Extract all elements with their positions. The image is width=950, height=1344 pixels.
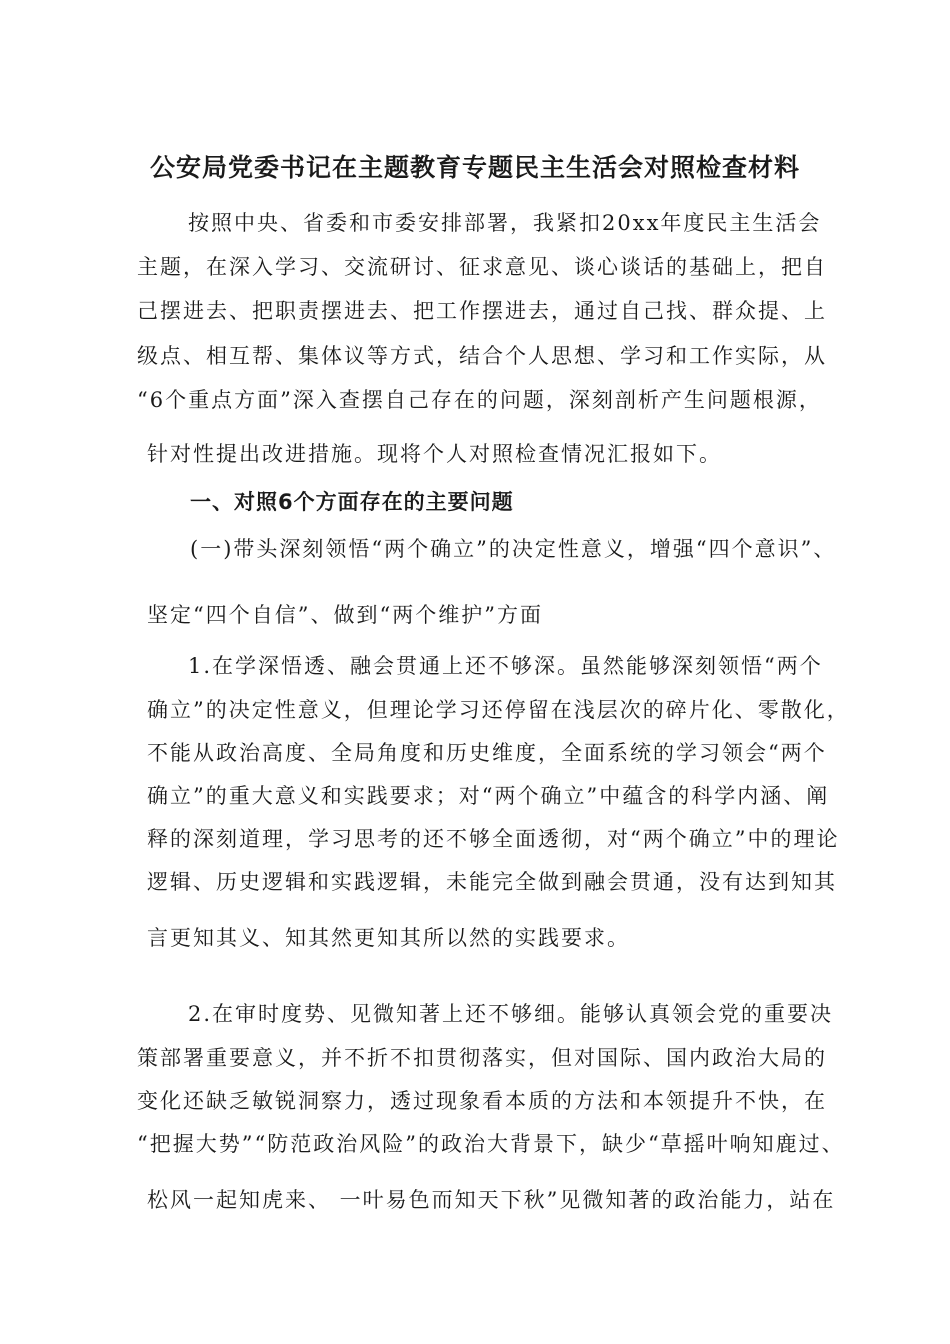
item1-line: 确立”的重大意义和实践要求；对“两个确立”中蕴含的科学内涵、阐 — [147, 784, 830, 808]
intro-line: “6个重点方面”深入查摆自己存在的问题，深刻剖析产生问题根源， — [137, 388, 822, 412]
item1-line: 释的深刻道理，学习思考的还不够全面透彻，对“两个确立”中的理论 — [147, 827, 840, 851]
subsection-line: 坚定“四个自信”、做到“两个维护”方面 — [147, 603, 543, 627]
item1-line: 不能从政治高度、全局角度和历史维度，全面系统的学习领会“两个 — [147, 741, 827, 765]
intro-line: 针对性提出改进措施。现将个人对照检查情况汇报如下。 — [147, 442, 722, 466]
item2-line: 策部署重要意义，并不折不扣贯彻落实，但对国际、国内政治大局的 — [137, 1046, 827, 1070]
intro-line: 级点、相互帮、集体议等方式，结合个人思想、学习和工作实际，从 — [137, 344, 827, 368]
item1-line: 逻辑、历史逻辑和实践逻辑，未能完全做到融会贯通，没有达到知其 — [147, 870, 837, 894]
item1-line: 1.在学深悟透、融会贯通上还不够深。虽然能够深刻领悟“两个 — [188, 654, 823, 678]
item1-line: 确立”的决定性意义，但理论学习还停留在浅层次的碎片化、零散化， — [147, 698, 850, 722]
item2-line: “把握大势”“防范政治风险”的政治大背景下，缺少“草摇叶响知鹿过、 — [137, 1132, 845, 1156]
intro-line: 主题，在深入学习、交流研讨、征求意见、谈心谈话的基础上，把自 — [137, 255, 827, 279]
intro-line: 按照中央、省委和市委安排部署，我紧扣20xx年度民主生活会 — [188, 211, 822, 235]
item2-line: 松风一起知虎来、 一叶易色而知天下秋”见微知著的政治能力，站在 — [147, 1188, 836, 1212]
intro-line: 己摆进去、把职责摆进去、把工作摆进去，通过自己找、群众提、上 — [137, 299, 827, 323]
subsection-line: (一)带头深刻领悟“两个确立”的决定性意义，增强“四个意识”、 — [190, 537, 837, 561]
item2-line: 2.在审时度势、见微知著上还不够细。能够认真领会党的重要决 — [188, 1002, 834, 1026]
item2-line: 变化还缺乏敏锐洞察力，透过现象看本质的方法和本领提升不快，在 — [137, 1089, 827, 1113]
section-heading: 一、对照6个方面存在的主要问题 — [190, 490, 514, 514]
item1-line: 言更知其义、知其然更知其所以然的实践要求。 — [147, 926, 630, 950]
document-title: 公安局党委书记在主题教育专题民主生活会对照检查材料 — [149, 153, 800, 182]
